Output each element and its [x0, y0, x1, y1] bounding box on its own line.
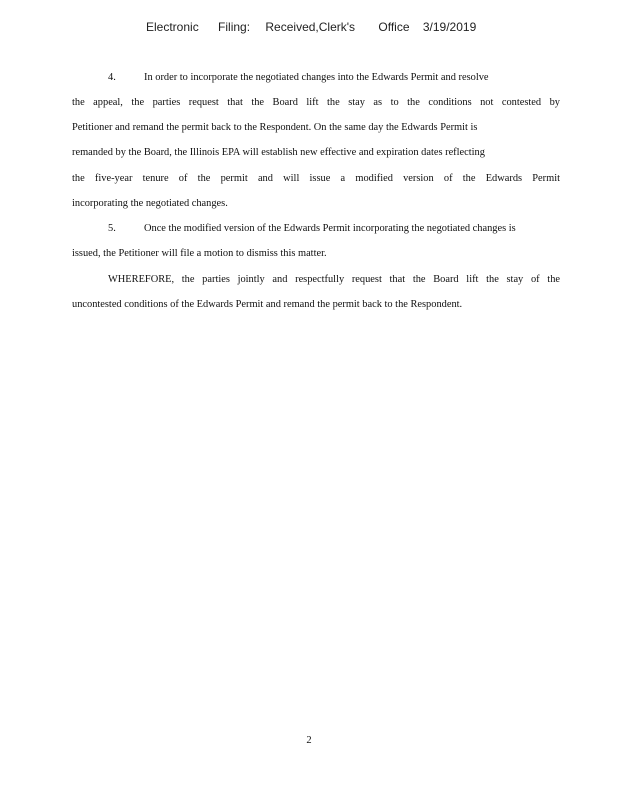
- paragraph-4-line-6: incorporating the negotiated changes.: [72, 198, 228, 209]
- wherefore-line-2: uncontested conditions of the Edwards Permit and remand the permit back to the Respondent.: [72, 299, 463, 310]
- page-number: 2: [306, 735, 312, 746]
- paragraph-5-line-1: [72, 223, 516, 235]
- paragraph-5-text-1: Once the modified version of the Edwards Permit incorporating the negotiated changes is: [144, 223, 516, 234]
- paragraph-5-number: 5.: [108, 223, 116, 234]
- paragraph-4-line-5: the five-year tenure of the permit and will issue a modified version of the Edwards Permit: [72, 173, 560, 184]
- stamp-received: Received,Clerk's: [265, 20, 356, 34]
- stamp-office: Office: [378, 20, 410, 34]
- paragraph-4-line-4: remanded by the Board, the Illinois EPA will establish new effective and expiration dates reflecting: [72, 147, 485, 158]
- paragraph-5-line-2: issued, the Petitioner will file a motion to dismiss this matter.: [72, 248, 327, 259]
- wherefore-line-1: WHEREFORE, the parties jointly and respectfully request that the Board lift the stay of the: [108, 274, 560, 285]
- paragraph-4-line-2: the appeal, the parties request that the Board lift the stay as to the conditions not contested by: [72, 97, 560, 108]
- paragraph-4-number: 4.: [108, 72, 116, 83]
- electronic-filing-stamp: [146, 20, 476, 34]
- stamp-date: 3/19/2019: [422, 20, 477, 34]
- paragraph-4-text-1: In order to incorporate the negotiated changes into the Edwards Permit and resolve: [144, 72, 489, 83]
- paragraph-4-line-1: [72, 72, 489, 84]
- stamp-filing: Filing:: [218, 20, 251, 34]
- paragraph-4-line-3: Petitioner and remand the permit back to the Respondent. On the same day the Edwards Permit is: [72, 122, 478, 133]
- stamp-electronic: Electronic: [146, 20, 199, 34]
